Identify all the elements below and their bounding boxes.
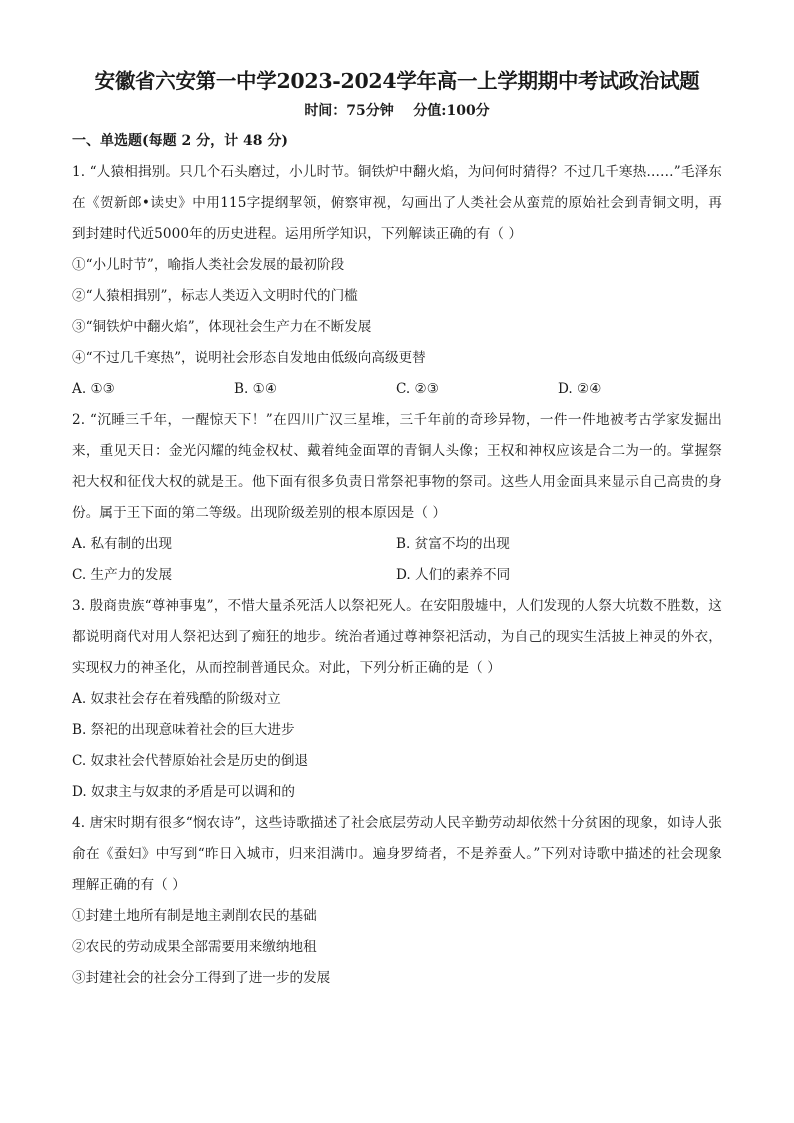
question-4 — [72, 808, 722, 994]
choice-b: B. ①④ — [234, 381, 278, 397]
choice-c: C. 生产力的发展 — [72, 567, 173, 583]
question-3 — [72, 591, 722, 808]
question-stem: 4. 唐宋时期有很多“悯农诗”，这些诗歌描述了社会底层劳动人民辛勤劳动却依然十分贫困的现象，如诗人张俞在《蚕妇》中写到“昨日入城市，归来泪满巾。遍身罗绮者，不是养蚕人。”下列对诗歌中描述的社会现象理解正确的有（ ） — [72, 815, 722, 893]
question-stem: 3. 殷商贵族“尊神事鬼”，不惜大量杀死活人以祭祀死人。在安阳殷墟中，人们发现的人祭大坑数不胜数，这都说明商代对用人祭祀达到了痴狂的地步。统治者通过尊神祭祀活动，为自己的现实生活披上神灵的外衣，实现权力的神圣化，从而控制普通民众。对此，下列分析正确的是（ ） — [72, 598, 722, 676]
statement-1: ①“小儿时节”，喻指人类社会发展的最初阶段 — [72, 257, 345, 273]
statement-4: ④“不过几千寒热”，说明社会形态自发地由低级向高级更替 — [72, 350, 426, 366]
choice-a: A. 奴隶社会存在着残酷的阶级对立 — [72, 691, 281, 707]
question-stem: 2. “沉睡三千年，一醒惊天下！”在四川广汉三星堆，三千年前的奇珍异物，一件一件地被考古学家发掘出来，重见天日：金光闪耀的纯金权杖、戴着纯金面罩的青铜人头像；王权和神权应该是合二为一的。掌握祭祀大权和征伐大权的就是王。他下面有很多负责日常祭祀事物的祭司。这些人用金面具来显示自己高贵的身份。属于王下面的第二等级。出现阶级差别的根本原因是（ ） — [72, 412, 722, 521]
choice-c: C. 奴隶社会代替原始社会是历史的倒退 — [72, 753, 309, 769]
statement-3: ③“铜铁炉中翻火焰”，体现社会生产力在不断发展 — [72, 319, 372, 335]
statement-2: ②农民的劳动成果全部需要用来缴纳地租 — [72, 939, 317, 955]
choice-a: A. ①③ — [72, 381, 115, 397]
statement-1: ①封建土地所有制是地主剥削农民的基础 — [72, 908, 317, 924]
choice-d: D. 奴隶主与奴隶的矛盾是可以调和的 — [72, 784, 295, 800]
choice-b: B. 祭祀的出现意味着社会的巨大进步 — [72, 722, 295, 738]
section-heading: 一、单选题(每题 2 分，计 48 分) — [72, 133, 288, 149]
statement-3: ③封建社会的社会分工得到了进一步的发展 — [72, 970, 331, 986]
answer-choices-row-2 — [72, 560, 722, 591]
question-2 — [72, 405, 722, 591]
choice-d: D. 人们的素养不同 — [396, 567, 511, 583]
document-title: 安徽省六安第一中学2023-2024学年高一上学期期中考试政治试题 — [94, 69, 700, 93]
choice-c: C. ②③ — [396, 381, 439, 397]
choice-a: A. 私有制的出现 — [72, 536, 173, 552]
question-1 — [72, 157, 722, 405]
exam-page — [72, 64, 722, 994]
choice-d: D. ②④ — [558, 381, 602, 397]
answer-choices-row-1 — [72, 529, 722, 560]
exam-time-score: 时间：75分钟 分值:100分 — [304, 103, 490, 119]
question-stem: 1. “人猿相揖别。只几个石头磨过，小儿时节。铜铁炉中翻火焰，为问何时猜得？不过几千寒热……”毛泽东在《贺新郎•读史》中用115字提纲挈领，俯察审视，勾画出了人类社会从蛮荒的原始社会到青铜文明，再到封建时代近5000年的历史进程。运用所学知识，下列解读正确的有（ ） — [72, 164, 722, 242]
statement-2: ②“人猿相揖别”，标志人类迈入文明时代的门槛 — [72, 288, 358, 304]
choice-b: B. 贫富不均的出现 — [396, 536, 510, 552]
answer-choices — [72, 374, 722, 405]
